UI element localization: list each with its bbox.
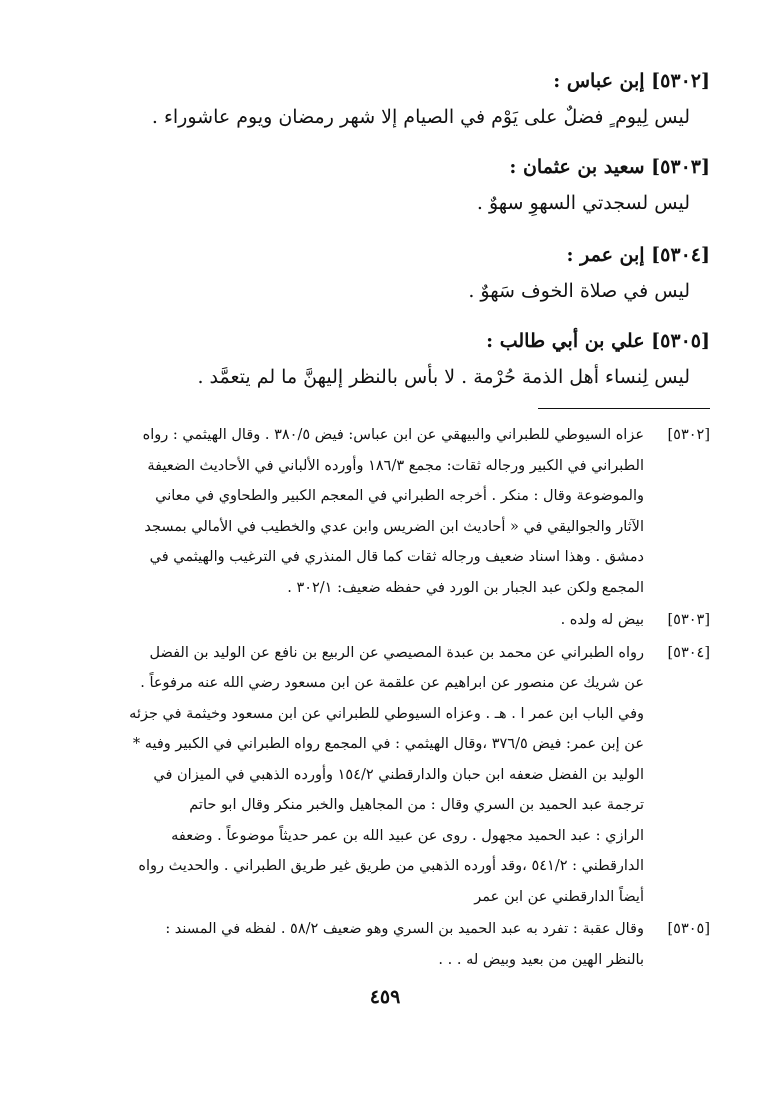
footnote-line: ترجمة عبد الحميد بن السري وقال : من المجاهيل والخبر منكر وقال ابو حاتم — [189, 797, 644, 813]
footnote-number: [٥٣٠٣] — [667, 612, 710, 628]
footnote-line: أيضاً الدارقطني عن ابن عمر — [474, 888, 644, 905]
footnote-line: بيض له ولده . — [560, 612, 644, 628]
entry-narrator: سعيد بن عثمان : — [509, 156, 645, 178]
footnote-number: [٥٣٠٤] — [667, 644, 710, 661]
footnote-line: المجمع ولكن عبد الجبار بن الورد في حفظه ضعيف: ٣٠٢/١ . — [287, 579, 644, 596]
entry-heading — [110, 152, 710, 182]
footnote-line: عزاه السيوطي للطبراني والبيهقي عن ابن عباس: فيض ٣٨٠/٥ . وقال الهيثمي : رواه — [142, 427, 644, 443]
entry-narrator: إبن عباس : — [553, 70, 645, 92]
entry-narrator: إبن عمر : — [566, 244, 645, 266]
entry-text: ليس لسجدتي السهوِ سهوٌ . — [476, 192, 690, 214]
entry-5302 — [110, 66, 710, 134]
page-number: ٤٥٩ — [369, 986, 401, 1008]
entry-5303 — [110, 152, 710, 220]
footnote-number: [٥٣٠٥] — [667, 921, 710, 937]
entry-heading — [110, 240, 710, 270]
entry-text: ليس في صلاة الخوف سَهوٌ . — [468, 280, 690, 302]
entry-number: [٥٣٠٤] — [651, 244, 710, 266]
footnote-body — [60, 914, 644, 975]
footnote-body — [60, 605, 644, 636]
entry-text: ليس لِنساء أهل الذمة حُرْمة . لا بأس بالنظر إليهنَّ ما لم يتعمَّد . — [197, 366, 690, 388]
footnote-line: بالنظر الهين من بعيد وبيض له . . . — [438, 951, 644, 968]
footnote-line: الدارقطني : ٥٤١/٢ ،وقد أورده الذهبي من طريق غير طريق الطبراني . والحديث رواه — [138, 858, 644, 874]
footnote-5304 — [60, 638, 710, 913]
entry-number: [٥٣٠٣] — [651, 156, 710, 178]
footnotes — [60, 420, 710, 977]
footnote-line: الآثار والجواليقي في « أحاديث ابن الضريس وابن عدي والخطيب في الأمالي بمسجد — [144, 518, 644, 535]
footnote-divider — [538, 408, 710, 409]
entry-5304 — [110, 240, 710, 308]
footnote-body — [60, 420, 644, 603]
entry-text: ليس لِيوم ٍ فضلٌ على يَوْم في الصيام إلا شهر رمضان ويوم عاشوراء . — [151, 106, 690, 128]
entry-narrator: علي بن أبي طالب : — [486, 330, 645, 352]
footnote-line: الطبراني في الكبير ورجاله ثقات: مجمع ١٨٦/٣ وأورده الألباني في الأحاديث الضعيفة — [147, 457, 644, 474]
footnote-5303 — [60, 605, 710, 636]
footnote-line: وقال عقبة : تفرد به عبد الحميد بن السري وهو ضعيف ٥٨/٢ . لفظه في المسند : — [165, 921, 644, 937]
entry-heading — [110, 326, 710, 356]
footnote-line: رواه الطبراني عن محمد بن عبدة المصيصي عن الربيع بن نافع عن الوليد بن الفضل — [149, 644, 644, 661]
entry-5305 — [110, 326, 710, 394]
footnote-line: عن شريك عن منصور عن ابراهيم عن علقمة عن ابن مسعود رضي الله عنه مرفوعاً . — [140, 675, 644, 691]
entry-number: [٥٣٠٥] — [651, 330, 710, 352]
footnote-number: [٥٣٠٢] — [667, 427, 710, 443]
footnote-body — [60, 638, 644, 913]
entry-number: [٥٣٠٢] — [651, 70, 710, 92]
footnote-line: عن إبن عمر: فيض ٣٧٦/٥ ،وقال الهيثمي : في المجمع رواه الطبراني في الكبير وفيه * — [132, 736, 644, 752]
footnote-line: وفي الباب ابن عمر ا . هـ . وعزاه السيوطي للطبراني عن ابن مسعود وخيثمة في جزئه — [129, 705, 644, 722]
entry-heading — [110, 66, 710, 96]
footnote-line: دمشق . وهذا اسناد ضعيف ورجاله ثقات كما قال المنذري في الترغيب والهيثمي في — [149, 549, 644, 565]
footnote-line: الرازي : عبد الحميد مجهول . روى عن عبيد الله بن عمر حديثاً موضوعاً . وضعفه — [171, 827, 644, 844]
footnote-line: والموضوعة وقال : منكر . أخرجه الطبراني في المعجم الكبير والطحاوي في معاني — [155, 488, 644, 504]
footnote-5305 — [60, 914, 710, 975]
footnote-line: الوليد بن الفضل ضعفه ابن حبان والدارقطني ١٥٤/٢ وأورده الذهبي في الميزان في — [153, 766, 644, 783]
footnote-5302 — [60, 420, 710, 603]
